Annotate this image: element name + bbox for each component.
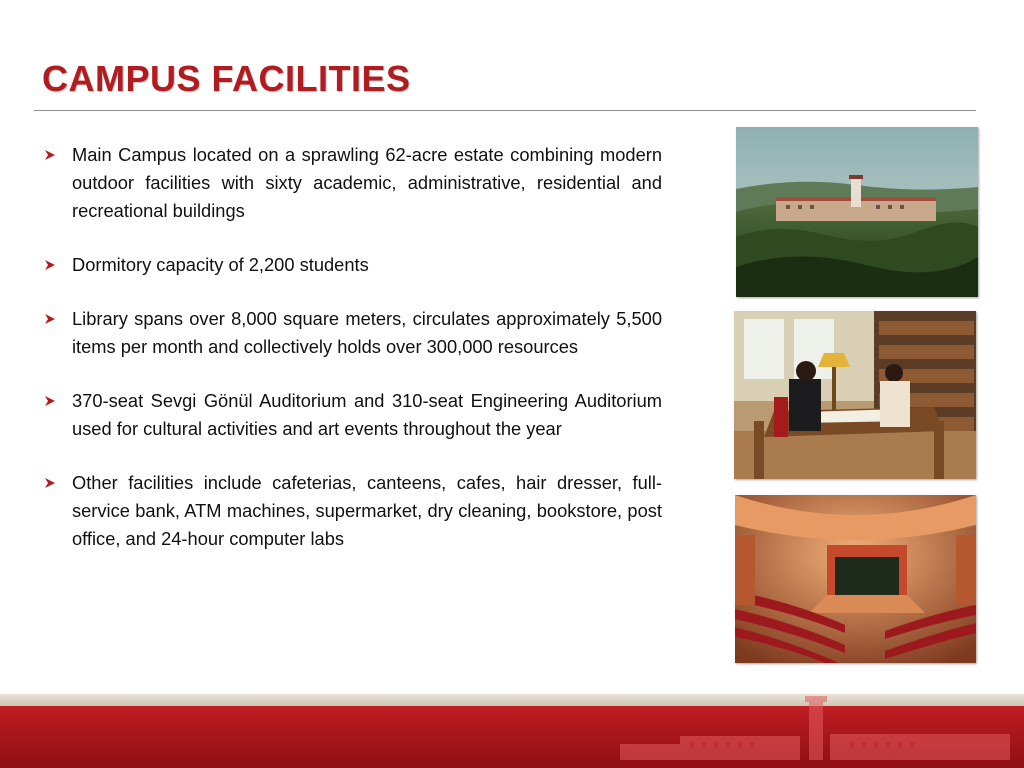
bullet-text: Main Campus located on a sprawling 62-acre estate combining modern outdoor facilities with sixty academic, administrative, residential and recreational buildings xyxy=(72,144,662,221)
slide-title: CAMPUS FACILITIES xyxy=(42,58,411,99)
library-photo xyxy=(734,311,976,479)
bullet-text: 370-seat Sevgi Gönül Auditorium and 310-seat Engineering Auditorium used for cultural activities and art events throughout the year xyxy=(72,390,662,439)
bullet-text: Library spans over 8,000 square meters, circulates approximately 5,500 items per month and collectively holds over 300,000 resources xyxy=(72,308,662,357)
arrowhead-bullet-icon xyxy=(44,259,56,271)
bullet-item xyxy=(42,251,662,279)
bullet-text: Dormitory capacity of 2,200 students xyxy=(72,254,369,275)
bullet-item xyxy=(42,387,662,443)
bullet-item xyxy=(42,141,662,225)
bullet-item xyxy=(42,305,662,361)
campus-silhouette-watermark xyxy=(560,694,1024,768)
bullet-item xyxy=(42,469,662,553)
arrowhead-bullet-icon xyxy=(44,477,56,489)
auditorium-photo xyxy=(735,495,976,663)
campus-aerial-photo xyxy=(736,127,978,297)
bullet-list xyxy=(42,141,662,579)
arrowhead-bullet-icon xyxy=(44,313,56,325)
title-divider xyxy=(34,110,976,111)
bullet-text: Other facilities include cafeterias, canteens, cafes, hair dresser, full-service bank, ATM machines, supermarket, dry cleaning, bookstore, post office, and 24-hour computer labs xyxy=(72,472,662,549)
arrowhead-bullet-icon xyxy=(44,149,56,161)
arrowhead-bullet-icon xyxy=(44,395,56,407)
